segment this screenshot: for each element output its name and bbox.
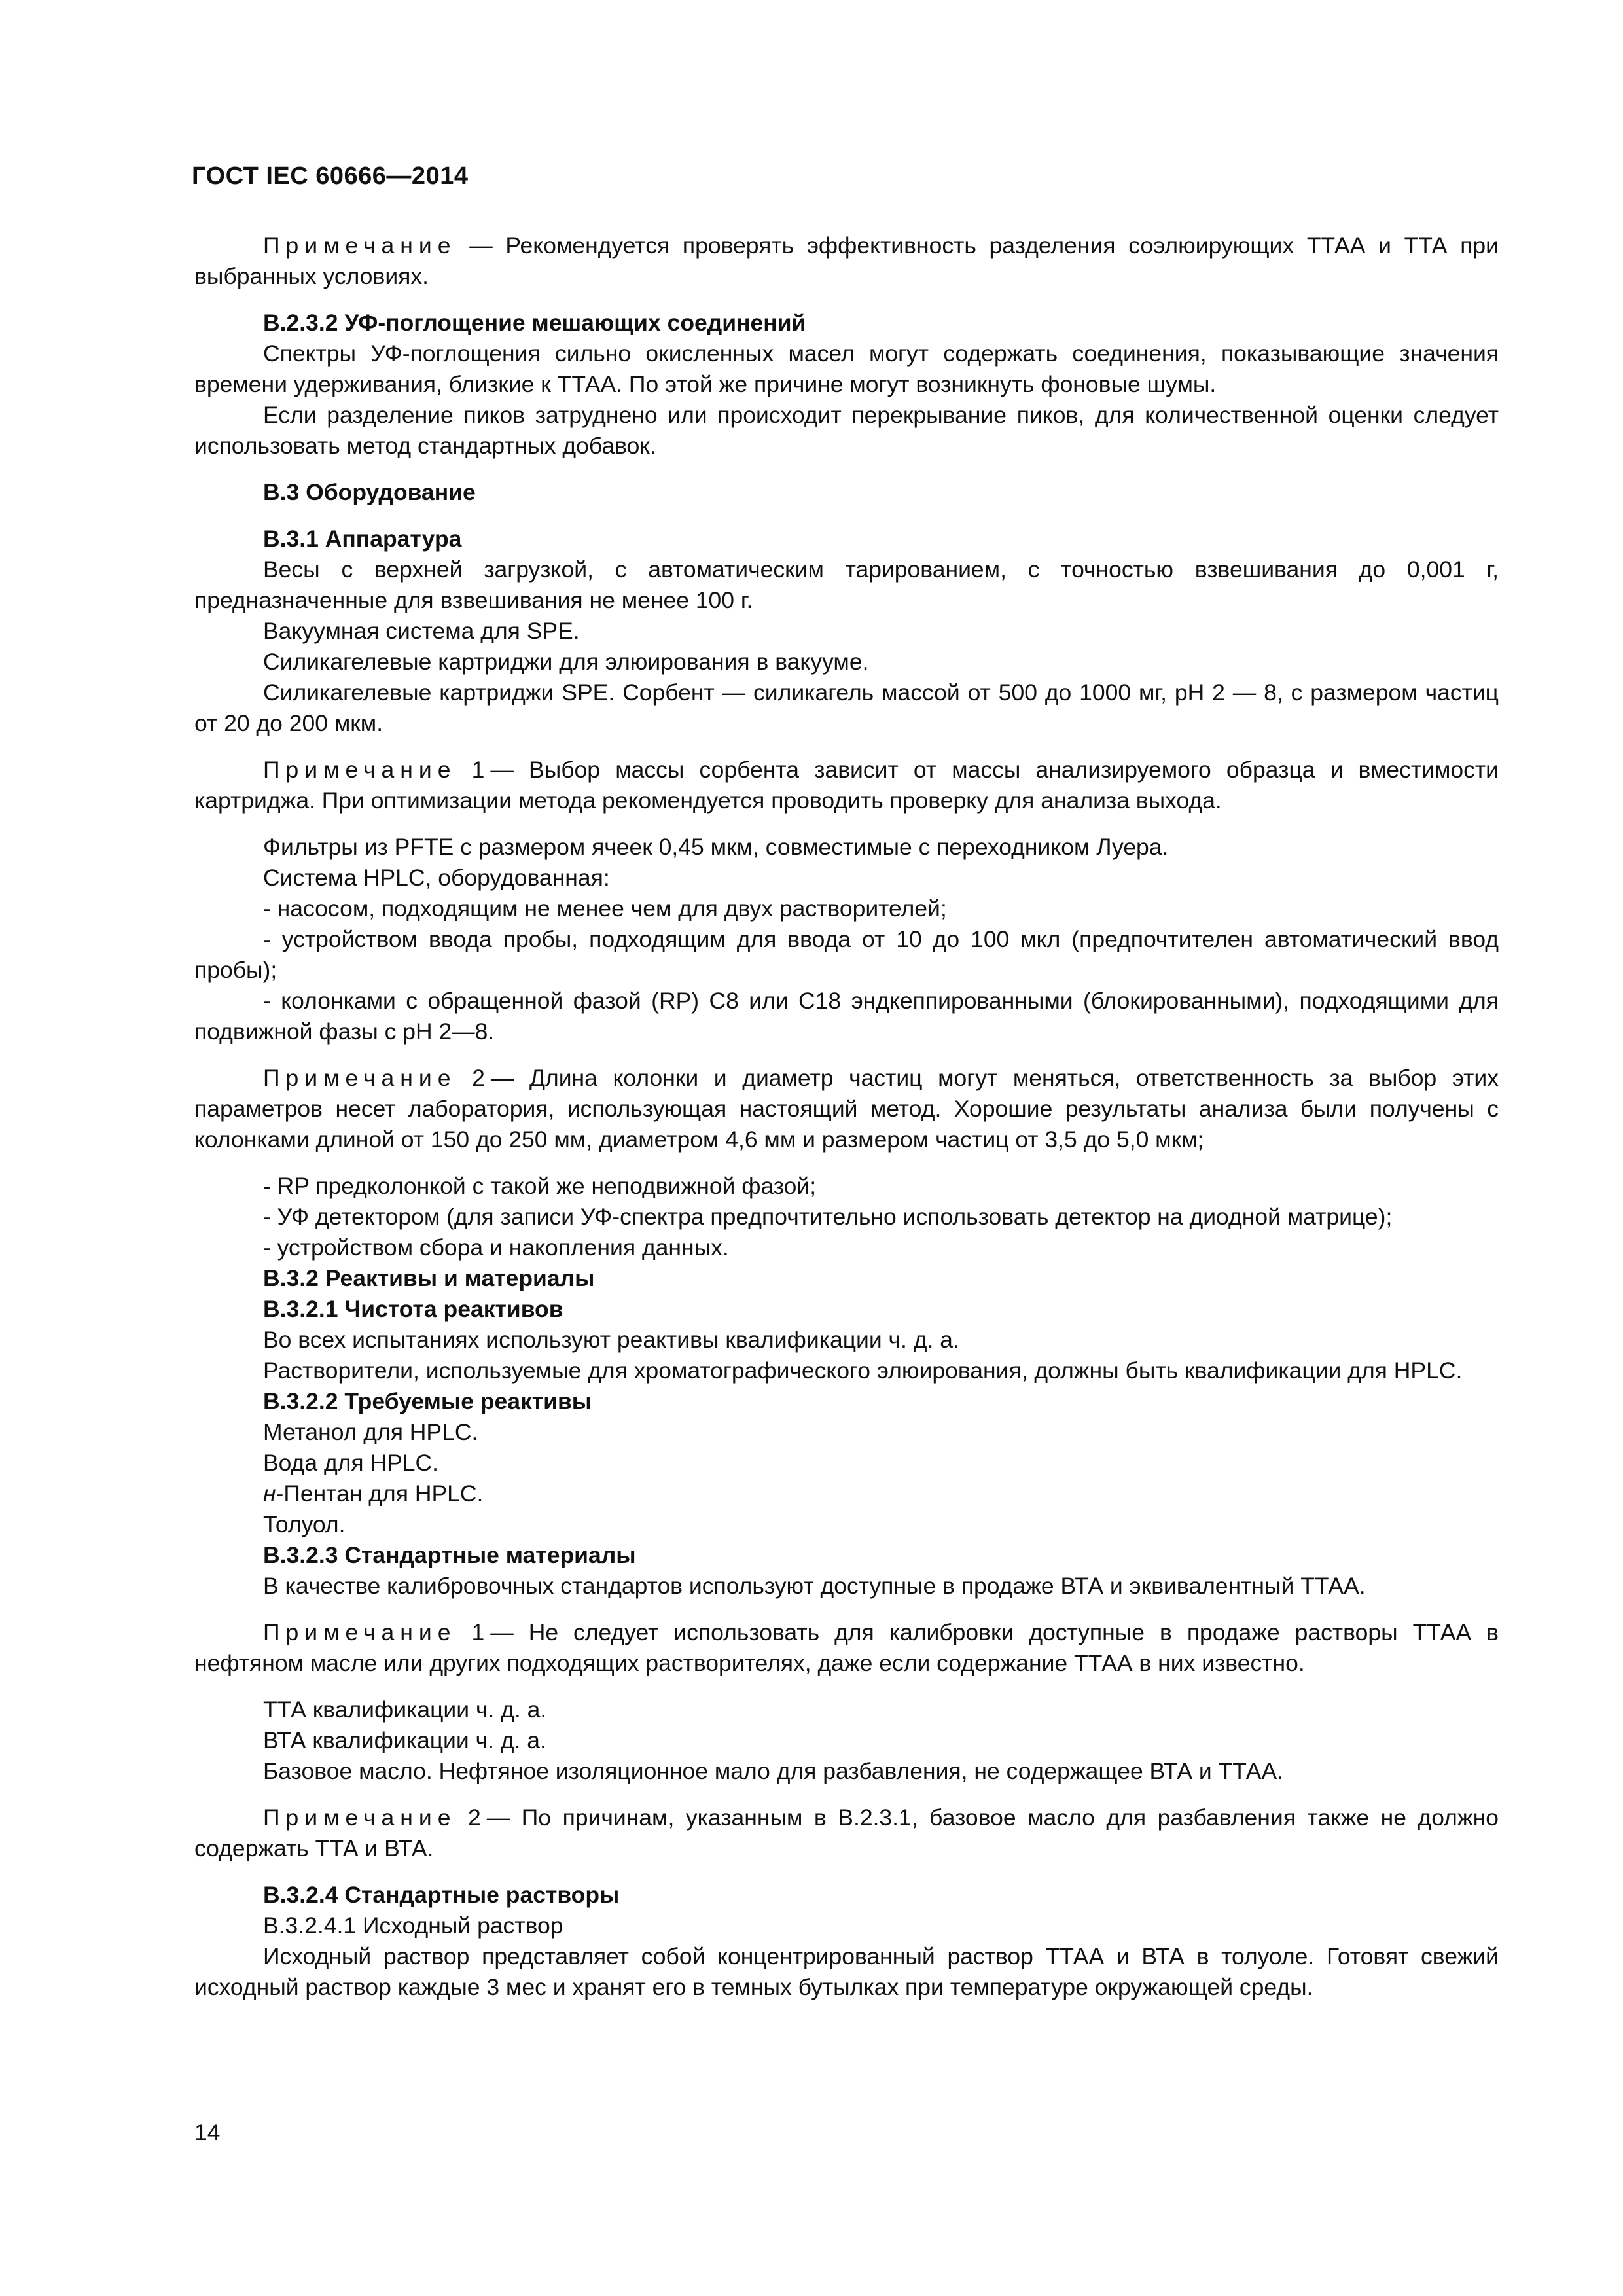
body-paragraph: Если разделение пиков затруднено или происходит перекрывание пиков, для количественной оценки следует использовать метод стандартных добавок. <box>194 402 1499 459</box>
document-header: ГОСТ IEC 60666—2014 <box>192 162 469 190</box>
body-paragraph: Силикагелевые картриджи для элюирования в вакууме. <box>263 649 869 675</box>
body-paragraph: Система HPLC, оборудованная: <box>263 865 610 891</box>
note-text: — По причинам, указанным в В.2.3.1, базовое масло для разбавления также не должно содержать ТТА и ВТА. <box>194 1804 1499 1861</box>
reagent-item: Толуол. <box>263 1511 346 1537</box>
note-label: Примечание <box>263 232 457 259</box>
list-item: - УФ детектором (для записи УФ-спектра предпочтительно использовать детектор на диодной матрице); <box>263 1204 1393 1230</box>
section-heading: В.3.2.4 Стандартные растворы <box>263 1882 620 1908</box>
body-paragraph: Исходный раствор представляет собой концентрированный раствор ТТАА и ВТА в толуоле. Готовят свежий исходный раствор каждые 3 мес и хранят его в темных бутылках при температуре окружающей среды. <box>194 1943 1499 2000</box>
note-paragraph <box>194 1803 1499 1864</box>
note-label: Примечание <box>263 757 457 783</box>
subsection-heading: В.3.2.4.1 Исходный раствор <box>263 1912 563 1939</box>
note-number: 2 <box>472 1065 491 1091</box>
body-paragraph: Весы с верхней загрузкой, с автоматическим тарированием, с точностью взвешивания до 0,001 г, предназначенные для взвешивания не менее 100 г. <box>194 556 1499 613</box>
note-paragraph <box>194 230 1499 292</box>
note-paragraph <box>194 1063 1499 1155</box>
section-heading: В.3.2.2 Требуемые реактивы <box>263 1388 592 1414</box>
note-number: 1 <box>471 1619 491 1645</box>
list-item: - устройством сбора и накопления данных. <box>263 1234 729 1261</box>
body-paragraph: Силикагелевые картриджи SPE. Сорбент — силикагель массой от 500 до 1000 мг, pH 2 — 8, с размером частиц от 20 до 200 мкм. <box>194 679 1499 736</box>
reagent-item: Вода для HPLC. <box>263 1450 439 1476</box>
note-label: Примечание <box>263 1619 457 1645</box>
body-paragraph: В качестве калибровочных стандартов используют доступные в продаже ВТА и эквивалентный ТТАА. <box>263 1573 1366 1599</box>
note-number: 1 <box>471 757 491 783</box>
note-label: Примечание <box>263 1804 457 1831</box>
body-paragraph: Спектры УФ-поглощения сильно окисленных масел могут содержать соединения, показывающие значения времени удерживания, близкие к ТТАА. По этой же причине могут возникнуть фоновые шумы. <box>194 340 1499 397</box>
note-paragraph <box>194 1617 1499 1679</box>
material-item: Базовое масло. Нефтяное изоляционное мало для разбавления, не содержащее ВТА и ТТАА. <box>263 1758 1284 1784</box>
material-item: ВТА квалификации ч. д. а. <box>263 1727 546 1753</box>
reagent-text: -Пентан для HPLC. <box>276 1480 484 1507</box>
page-number: 14 <box>194 2119 221 2145</box>
body-paragraph: Растворители, используемые для хроматографического элюирования, должны быть квалификации для HPLC. <box>263 1357 1463 1384</box>
note-text: — Рекомендуется проверять эффективность разделения соэлюирующих ТТАА и ТТА при выбранных условиях. <box>194 232 1499 289</box>
section-heading: В.3.2 Реактивы и материалы <box>263 1265 595 1291</box>
body-paragraph: Фильтры из PFTE с размером ячеек 0,45 мкм, совместимые с переходником Луера. <box>263 834 1169 860</box>
note-text: — Выбор массы сорбента зависит от массы анализируемого образца и вместимости картриджа. При оптимизации метода рекомендуется проводить проверку для анализа выхода. <box>194 757 1499 814</box>
list-item: - RP предколонкой с такой же неподвижной фазой; <box>263 1173 817 1199</box>
material-item: ТТА квалификации ч. д. а. <box>263 1696 547 1723</box>
note-paragraph <box>194 755 1499 816</box>
section-heading: В.3.2.3 Стандартные материалы <box>263 1542 636 1568</box>
italic-prefix: н <box>263 1480 276 1507</box>
body-paragraph: Вакуумная система для SPE. <box>263 618 580 644</box>
note-number: 2 <box>468 1804 487 1831</box>
section-heading: В.3 Оборудование <box>263 479 476 505</box>
section-heading: В.2.3.2 УФ-поглощение мешающих соединений <box>263 310 806 336</box>
list-item: - колонками с обращенной фазой (RP) C8 или C18 эндкеппированными (блокированными), подходящими для подвижной фазы с pH 2—8. <box>194 988 1499 1045</box>
list-item: - насосом, подходящим не менее чем для двух растворителей; <box>263 895 947 922</box>
note-text: — Длина колонки и диаметр частиц могут меняться, ответственность за выбор этих параметров несет лаборатория, использующая настоящий метод. Хорошие результаты анализа были получены с колонками длиной от 150 до 250 мм, диаметром 4,6 мм и размером частиц от 3,5 до 5,0 мкм; <box>194 1065 1499 1153</box>
note-label: Примечание <box>263 1065 457 1091</box>
document-body <box>194 230 1499 2003</box>
section-heading: В.3.2.1 Чистота реактивов <box>263 1296 563 1322</box>
body-paragraph: Во всех испытаниях используют реактивы квалификации ч. д. а. <box>263 1327 959 1353</box>
list-item: - устройством ввода пробы, подходящим для ввода от 10 до 100 мкл (предпочтителен автоматический ввод пробы); <box>194 926 1499 983</box>
note-text: — Не следует использовать для калибровки доступные в продаже растворы ТТАА в нефтяном масле или других подходящих растворителях, даже если содержание ТТАА в них известно. <box>194 1619 1499 1676</box>
reagent-item: Метанол для HPLC. <box>263 1419 478 1445</box>
section-heading: В.3.1 Аппаратура <box>263 526 462 552</box>
reagent-item <box>194 1479 1499 1509</box>
